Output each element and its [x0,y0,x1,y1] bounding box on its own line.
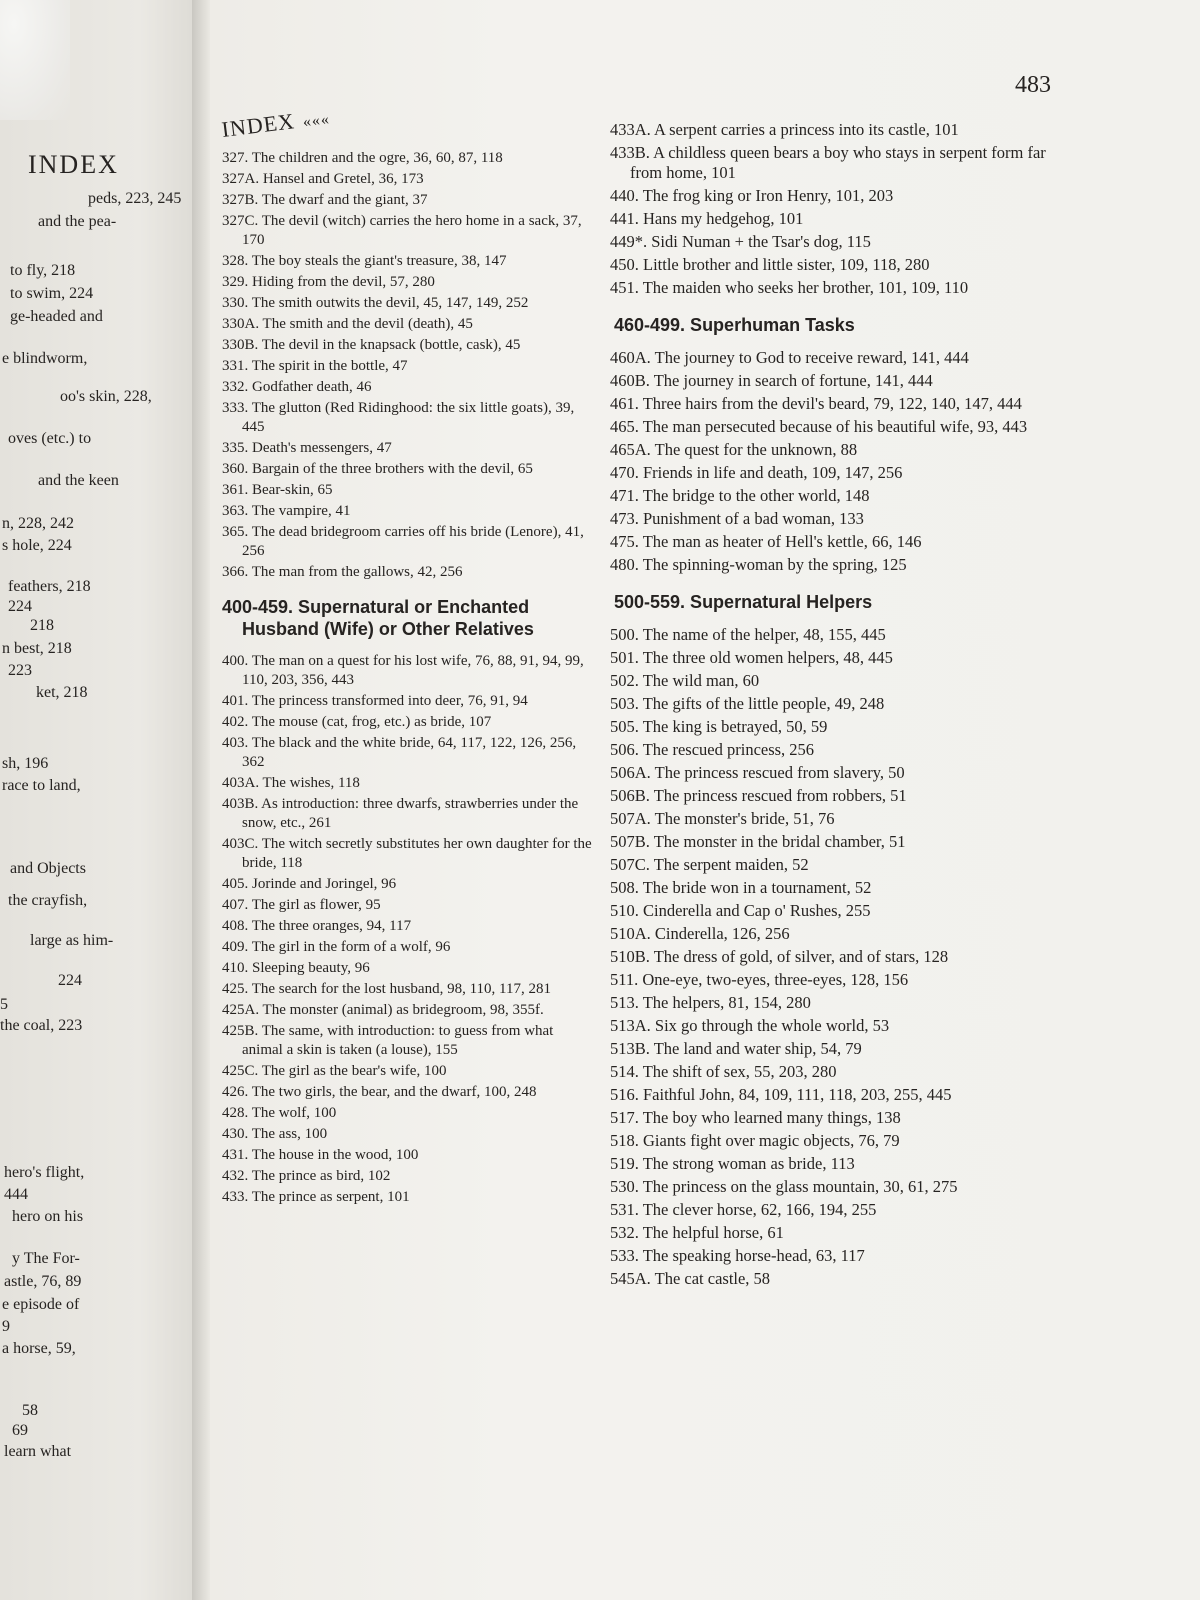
index-entry: 328. The boy steals the giant's treasure, 38, 147 [222,253,507,269]
page-number: 483 [1015,72,1051,98]
index-entry: 500. The name of the helper, 48, 155, 445 [610,625,886,644]
index-entry: 332. Godfather death, 46 [222,379,372,395]
left-page-line: oves (etc.) to [8,430,92,447]
index-entry: 451. The maiden who seeks her brother, 101, 109, 110 [610,278,969,297]
index-entry: 403B. As introduction: three dwarfs, strawberries under the snow, etc., 261 [222,796,579,831]
index-entry: 465A. The quest for the unknown, 88 [610,440,858,459]
left-page-line: ket, 218 [36,684,88,701]
index-entry: 507A. The monster's bride, 51, 76 [610,809,835,828]
left-page-line: race to land, [2,777,81,794]
left-page-line: 69 [12,1422,28,1439]
index-entry: 407. The girl as flower, 95 [222,897,381,913]
left-page-line: y The For- [12,1250,80,1267]
index-entry: 506B. The princess rescued from robbers, 51 [610,786,907,805]
index-entry: 511. One-eye, two-eyes, three-eyes, 128, 156 [610,970,909,989]
left-page-line: a horse, 59, [2,1340,76,1357]
left-page-line: peds, 223, 245 [88,190,182,207]
index-entry: 425B. The same, with introduction: to guess from what animal a skin is taken (a louse), 155 [222,1023,554,1058]
index-entry: 401. The princess transformed into deer, 76, 91, 94 [222,693,528,709]
index-entry: 403A. The wishes, 118 [222,775,360,791]
index-entry: 327A. Hansel and Gretel, 36, 173 [222,171,424,187]
entry-list [610,348,1065,575]
section-heading: 500-559. Supernatural Helpers [614,592,873,612]
index-entry: 480. The spinning-woman by the spring, 125 [610,555,907,574]
left-page-line: hero on his [12,1208,84,1225]
index-entry: 502. The wild man, 60 [610,671,760,690]
index-entry: 431. The house in the wood, 100 [222,1147,419,1163]
entry-list [222,149,592,582]
index-entry: 430. The ass, 100 [222,1126,328,1142]
ornament-icon: ««« [301,110,331,132]
index-entry: 333. The glutton (Red Ridinghood: the six little goats), 39, 445 [222,400,575,435]
index-entry: 408. The three oranges, 94, 117 [222,918,412,934]
background-fluff [0,0,70,120]
index-entry: 460A. The journey to God to receive reward, 141, 444 [610,348,969,367]
index-entry: 330B. The devil in the knapsack (bottle, cask), 45 [222,337,521,353]
index-entry: 514. The shift of sex, 55, 203, 280 [610,1062,837,1081]
index-entry: 507C. The serpent maiden, 52 [610,855,809,874]
index-entry: 327B. The dwarf and the giant, 37 [222,192,428,208]
index-entry: 533. The speaking horse-head, 63, 117 [610,1246,865,1265]
left-page-line: ge-headed and [10,308,103,325]
left-page-line: 444 [4,1186,28,1203]
index-entry: 471. The bridge to the other world, 148 [610,486,870,505]
index-entry: 513. The helpers, 81, 154, 280 [610,993,811,1012]
index-column-right [610,120,1065,1292]
index-entry: 433. The prince as serpent, 101 [222,1189,410,1205]
index-entry: 400. The man on a quest for his lost wife, 76, 88, 91, 94, 99, 110, 203, 356, 443 [222,653,584,688]
index-entry: 409. The girl in the form of a wolf, 96 [222,939,451,955]
index-entry: 461. Three hairs from the devil's beard, 79, 122, 140, 147, 444 [610,394,1022,413]
index-entry: 507B. The monster in the bridal chamber, 51 [610,832,906,851]
left-page-line: 5 [0,996,8,1013]
index-entry: 473. Punishment of a bad woman, 133 [610,509,864,528]
left-page-line: large as him- [30,932,114,949]
index-entry: 510. Cinderella and Cap o' Rushes, 255 [610,901,871,920]
index-entry: 513A. Six go through the whole world, 53 [610,1016,890,1035]
index-entry: 433A. A serpent carries a princess into its castle, 101 [610,120,959,139]
left-page-line: 223 [8,662,32,679]
index-entry: 428. The wolf, 100 [222,1105,337,1121]
index-entry: 403. The black and the white bride, 64, 117, 122, 126, 256, 362 [222,735,577,770]
index-entry: 425. The search for the lost husband, 98, 110, 117, 281 [222,981,551,997]
index-entry: 503. The gifts of the little people, 49, 248 [610,694,885,713]
index-entry: 519. The strong woman as bride, 113 [610,1154,855,1173]
index-entry: 363. The vampire, 41 [222,503,351,519]
index-entry: 440. The frog king or Iron Henry, 101, 203 [610,186,894,205]
index-entry: 530. The princess on the glass mountain, 30, 61, 275 [610,1177,958,1196]
index-entry: 330. The smith outwits the devil, 45, 147, 149, 252 [222,295,529,311]
index-entry: 450. Little brother and little sister, 109, 118, 280 [610,255,930,274]
index-entry: 425C. The girl as the bear's wife, 100 [222,1063,447,1079]
index-entry: 465. The man persecuted because of his beautiful wife, 93, 443 [610,417,1028,436]
index-entry: 425A. The monster (animal) as bridegroom, 98, 355f. [222,1002,544,1018]
section-heading: 460-499. Superhuman Tasks [614,315,855,335]
index-entry: 366. The man from the gallows, 42, 256 [222,564,463,580]
section-heading: 400-459. Supernatural or Enchanted Husband (Wife) or Other Relatives [222,597,534,639]
left-page-line: 218 [30,617,54,634]
index-entry: 327C. The devil (witch) carries the hero home in a sack, 37, 170 [222,213,582,248]
index-entry: 513B. The land and water ship, 54, 79 [610,1039,862,1058]
index-entry: 410. Sleeping beauty, 96 [222,960,370,976]
left-page-line: astle, 76, 89 [4,1273,82,1290]
index-entry: 531. The clever horse, 62, 166, 194, 255 [610,1200,877,1219]
index-entry: 330A. The smith and the devil (death), 45 [222,316,473,332]
index-entry: 506A. The princess rescued from slavery, 50 [610,763,905,782]
left-page-line: n, 228, 242 [2,515,74,532]
left-page-line: 58 [22,1402,38,1419]
left-page-title: INDEX [28,150,119,179]
left-page-line: the crayfish, [8,892,88,909]
index-entry: 508. The bride won in a tournament, 52 [610,878,872,897]
left-page-line: learn what [4,1443,72,1460]
index-entry: 510A. Cinderella, 126, 256 [610,924,790,943]
index-entry: 365. The dead bridegroom carries off his bride (Lenore), 41, 256 [222,524,584,559]
left-page [0,0,200,1600]
left-page-line: 224 [8,598,32,615]
index-heading-text: INDEX [220,108,297,142]
left-page-line: and the keen [38,472,119,489]
index-entry: 517. The boy who learned many things, 138 [610,1108,901,1127]
index-entry: 361. Bear-skin, 65 [222,482,333,498]
index-entry: 518. Giants fight over magic objects, 76, 79 [610,1131,900,1150]
index-entry: 516. Faithful John, 84, 109, 111, 118, 203, 255, 445 [610,1085,952,1104]
index-entry: 432. The prince as bird, 102 [222,1168,391,1184]
index-entry: 545A. The cat castle, 58 [610,1269,771,1288]
index-entry: 426. The two girls, the bear, and the dwarf, 100, 248 [222,1084,537,1100]
left-page-line: to fly, 218 [10,262,76,279]
left-page-line: and the pea- [38,213,117,230]
left-page-line: s hole, 224 [2,537,72,554]
index-entry: 331. The spirit in the bottle, 47 [222,358,408,374]
index-entry: 510B. The dress of gold, of silver, and of stars, 128 [610,947,949,966]
index-entry: 360. Bargain of the three brothers with the devil, 65 [222,461,533,477]
left-page-line: sh, 196 [2,755,49,772]
left-page-line: e blindworm, [2,350,88,367]
entry-list [610,120,1065,298]
index-entry: 405. Jorinde and Joringel, 96 [222,876,397,892]
index-entry: 329. Hiding from the devil, 57, 280 [222,274,435,290]
left-page-line: 9 [2,1318,10,1335]
index-entry: 335. Death's messengers, 47 [222,440,392,456]
index-entry: 327. The children and the ogre, 36, 60, 87, 118 [222,150,503,166]
index-entry: 433B. A childless queen bears a boy who stays in serpent form far from home, 101 [610,143,1046,182]
left-page-line: 224 [58,972,82,989]
entry-list [222,652,592,1207]
left-page-line: feathers, 218 [8,578,91,595]
index-entry: 505. The king is betrayed, 50, 59 [610,717,828,736]
left-page-line: to swim, 224 [10,285,94,302]
left-page-line: oo's skin, 228, [60,388,152,405]
index-entry: 506. The rescued princess, 256 [610,740,815,759]
index-entry: 402. The mouse (cat, frog, etc.) as bride, 107 [222,714,492,730]
left-page-line: and Objects [10,860,86,877]
index-entry: 441. Hans my hedgehog, 101 [610,209,804,228]
left-page-line: n best, 218 [2,640,72,657]
index-entry: 501. The three old women helpers, 48, 445 [610,648,893,667]
index-entry: 449*. Sidi Numan + the Tsar's dog, 115 [610,232,871,251]
left-page-line: e episode of [2,1296,80,1313]
index-entry: 470. Friends in life and death, 109, 147, 256 [610,463,903,482]
index-entry: 532. The helpful horse, 61 [610,1223,784,1242]
index-entry: 475. The man as heater of Hell's kettle, 66, 146 [610,532,922,551]
index-entry: 403C. The witch secretly substitutes her own daughter for the bride, 118 [222,836,592,871]
left-page-line: hero's flight, [4,1164,85,1181]
index-entry: 460B. The journey in search of fortune, 141, 444 [610,371,933,390]
index-column-left [220,108,592,1209]
entry-list [610,625,1065,1289]
left-page-line: the coal, 223 [0,1017,83,1034]
